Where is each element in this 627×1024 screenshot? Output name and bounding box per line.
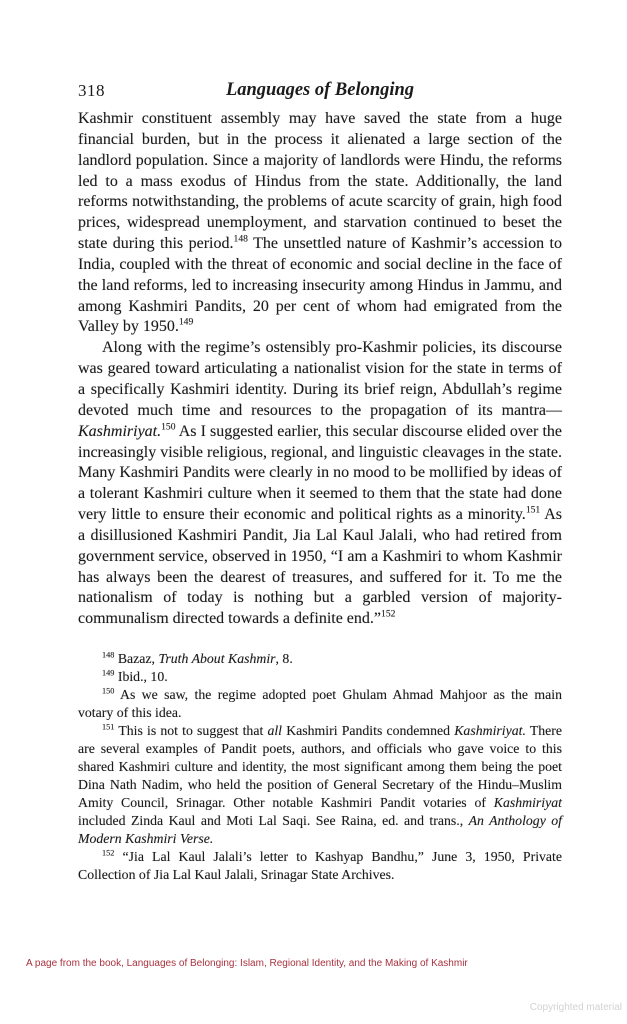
text-run: As I suggested earlier, this secular discourse elided over the increasingly visible religious, regional, and linguistic cleavages in the state. Many Kashmiri Pandits were clearly in no mood to be mollified by ideas of a tolerant Kashmiri culture when it seemed to them that the state had done very little to ensure their economic and political rights as a minority. (78, 422, 562, 524)
italic-text: all (267, 723, 283, 739)
footnotes-block (78, 650, 562, 884)
footnote-number: 152 (102, 848, 115, 858)
footnote-ref: 148 (233, 233, 248, 245)
page-body (78, 109, 562, 884)
text-run: Ibid., 10. (117, 669, 168, 685)
italic-text: Kashmiriyat. (454, 723, 526, 739)
text-run: Kashmiri Pandits condemned (282, 723, 455, 739)
text-run: This is not to suggest that (118, 723, 268, 739)
text-run: Bazaz, (117, 651, 159, 667)
scan-caption: A page from the book, Languages of Belonging: Islam, Regional Identity, and the Making of Kashmir (26, 958, 468, 969)
footnote-ref: 151 (525, 504, 541, 516)
italic-text: Truth About Kashmir (158, 651, 276, 667)
text-run: Kashmir constituent assembly may have saved the state from a huge financial burden, but in the process it alienated a large section of the landlord population. Since a majority of landlords were Hindu, the reforms led to a mass exodus of Hindus from the state. Additionally, the land reforms notwithstanding, the problems of acute scarcity of grain, high food prices, widespread unemployment, and starvation continued to beset the state during this period. (78, 110, 562, 253)
footnote-number: 151 (102, 722, 115, 732)
text-run: “Jia Lal Kaul Jalali’s letter to Kashyap Bandhu,” June 3, 1950, Private Collection of Jia Lal Kaul Jalali, Srinagar State Archives. (78, 849, 563, 883)
text-run: As we saw, the regime adopted poet Ghulam Ahmad Mahjoor as the main votary of this idea. (78, 687, 562, 721)
paragraph (78, 109, 562, 338)
italic-text: Kashmiriyat. (78, 422, 162, 440)
copyright-watermark: Copyrighted material (529, 1002, 622, 1013)
body-paragraphs (78, 109, 562, 630)
text-run: As a disillusioned Kashmiri Pandit, Jia Lal Kaul Jalali, who had retired from government service, observed in 1950, “I am a Kashmiri to whom Kashmir has always been the dearest of treasures, and suffered for it. To me the nationalism of today is nothing but a garbled version of majority-communalism directed towards a definite end.” (78, 506, 562, 628)
footnote (78, 848, 562, 884)
footnote-number: 148 (102, 650, 115, 660)
footnote-number: 149 (102, 668, 115, 678)
footnote (78, 686, 562, 722)
text-run: , 8. (275, 651, 293, 667)
footnote (78, 650, 562, 668)
italic-text: An Anthology of Modern Kashmiri Verse. (78, 813, 562, 847)
text-run: Along with the regime’s ostensibly pro-Kashmir policies, its discourse was geared toward articulating a nationalist vision for the state in terms of a specifically Kashmiri identity. During its brief reign, Abdullah’s regime devoted much time and resources to the propagation of its mantra— (78, 339, 562, 419)
italic-text: Kashmiriyat (493, 795, 562, 811)
text-run: There are several examples of Pandit poets, authors, and officials who gave voice to this shared Kashmiri culture and identity, the most significant among them being the poet Dina Nath Nadim, who held the position of General Secretary of the Hindu–Muslim Amity Council, Srinagar. Other notable Kashmiri Pandit votaries of (78, 723, 562, 811)
paragraph (78, 338, 562, 630)
text-run: The unsettled nature of Kashmir’s accession to India, coupled with the threat of economic and social decline in the face of the land reforms, led to increasing insecurity among Hindus in Jammu, and among Kashmiri Pandits, 20 per cent of whom had emigrated from the Valley by 1950. (78, 235, 562, 336)
text-run: included Zinda Kaul and Moti Lal Saqi. See Raina, ed. and trans., (78, 813, 469, 829)
footnote-ref: 149 (178, 317, 194, 329)
page-number: 318 (78, 81, 105, 100)
footnote-number: 150 (102, 686, 115, 696)
footnote (78, 668, 562, 686)
footnote-ref: 152 (381, 608, 396, 620)
page-header (78, 80, 562, 104)
running-title: Languages of Belonging (225, 80, 415, 100)
footnote (78, 722, 562, 848)
footnote-ref: 150 (161, 421, 176, 433)
